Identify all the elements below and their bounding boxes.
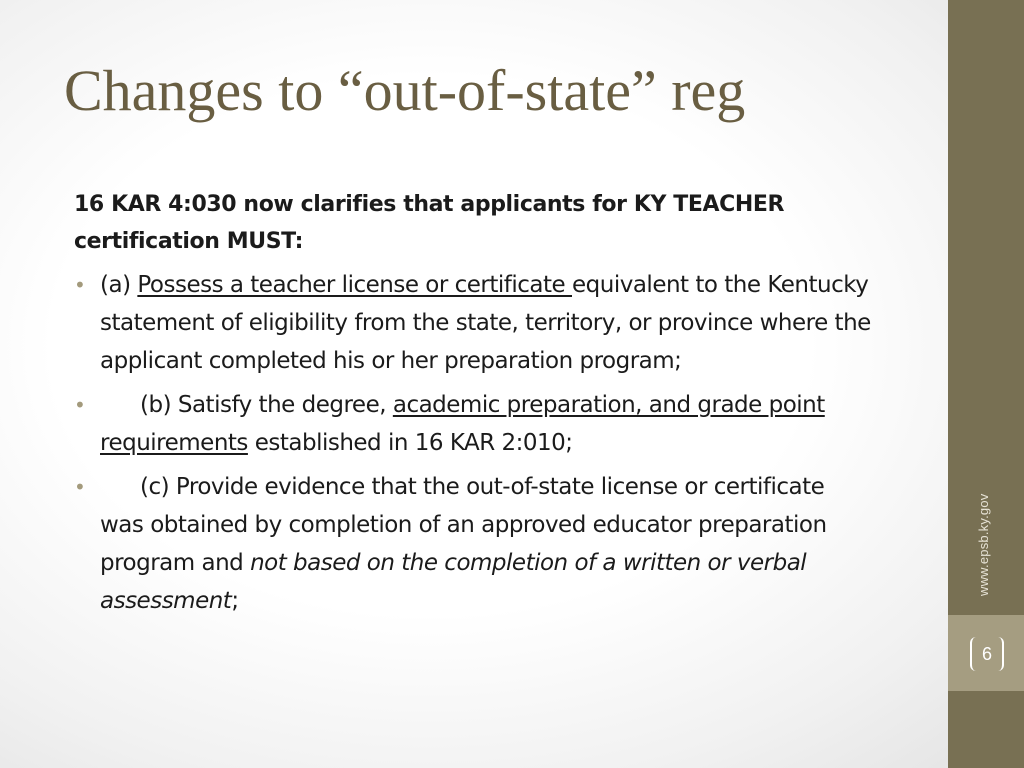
page-number-box xyxy=(948,615,1024,691)
item-c-italic: not based on the completion of a written or verbal assessment xyxy=(100,550,807,614)
item-a-prefix: (a) xyxy=(100,272,138,298)
intro-text: 16 KAR 4:030 now clarifies that applicants for KY TEACHER certification MUST: xyxy=(74,192,785,254)
list-item-a xyxy=(74,266,874,380)
item-c-rest: ; xyxy=(231,588,239,614)
requirements-list xyxy=(74,266,874,620)
bullet-icon: • xyxy=(74,273,86,297)
item-b-rest: established in 16 KAR 2:010; xyxy=(247,430,573,456)
website-url: www.epsb.ky.gov xyxy=(976,493,991,596)
item-b-prefix: (b) Satisfy the degree, xyxy=(140,392,393,418)
slide-title: Changes to “out-of-state” reg xyxy=(64,58,746,123)
bullet-icon: • xyxy=(74,393,86,417)
item-b-underlined: academic preparation, and grade point requirements xyxy=(100,392,825,456)
bullet-icon: • xyxy=(74,475,86,499)
list-item-c xyxy=(74,468,874,620)
slide-content xyxy=(74,186,874,626)
page-number: 6 xyxy=(970,637,1004,671)
item-a-underlined: Possess a teacher license or certificate xyxy=(137,272,572,298)
list-item-b xyxy=(74,386,874,462)
item-c-prefix: (c) Provide evidence that the out-of-state license or certificate was obtained by completion of an approved educator preparation program and xyxy=(100,474,827,576)
item-a-rest: equivalent to the Kentucky statement of eligibility from the state, territory, or province where the applicant completed his or her preparation program; xyxy=(100,272,871,374)
